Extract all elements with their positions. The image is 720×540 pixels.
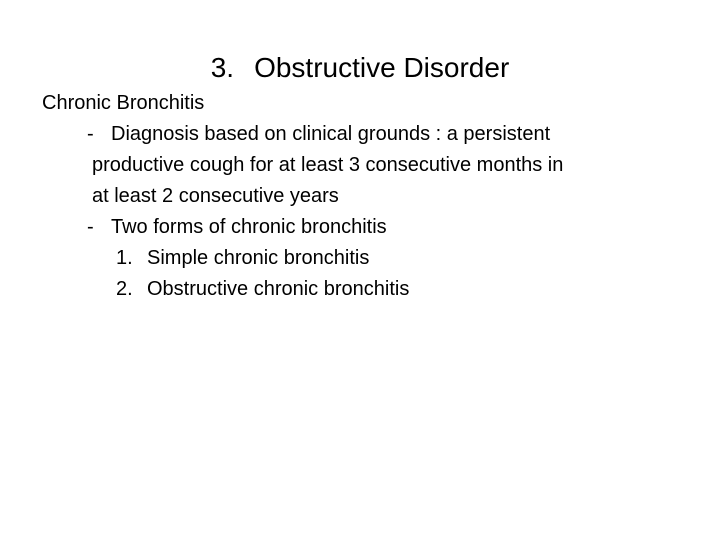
numbered-item-obstructive (42, 274, 682, 305)
item-text: Simple chronic bronchitis (147, 247, 370, 269)
title-number: 3. (210, 52, 235, 83)
bullet-continuation: productive cough for at least 3 consecutive months in (92, 154, 564, 176)
slide-title (0, 46, 720, 90)
title-text: Obstructive Disorder (254, 52, 510, 83)
item-number: 2. (116, 278, 133, 300)
bullet-continuation: at least 2 consecutive years (92, 185, 339, 207)
numbered-item-simple (42, 243, 682, 274)
bullet-marker: - (87, 216, 94, 238)
bullet-point-forms (42, 212, 682, 243)
bullet-marker: - (87, 123, 94, 145)
section-heading: Chronic Bronchitis (42, 92, 205, 114)
bullet-text-line: Diagnosis based on clinical grounds : a persistent (111, 123, 551, 145)
item-number: 1. (116, 247, 133, 269)
slide-body (42, 88, 682, 305)
bullet-point-diagnosis (42, 119, 682, 150)
item-text: Obstructive chronic bronchitis (147, 278, 410, 300)
bullet-text-line: Two forms of chronic bronchitis (111, 216, 387, 238)
